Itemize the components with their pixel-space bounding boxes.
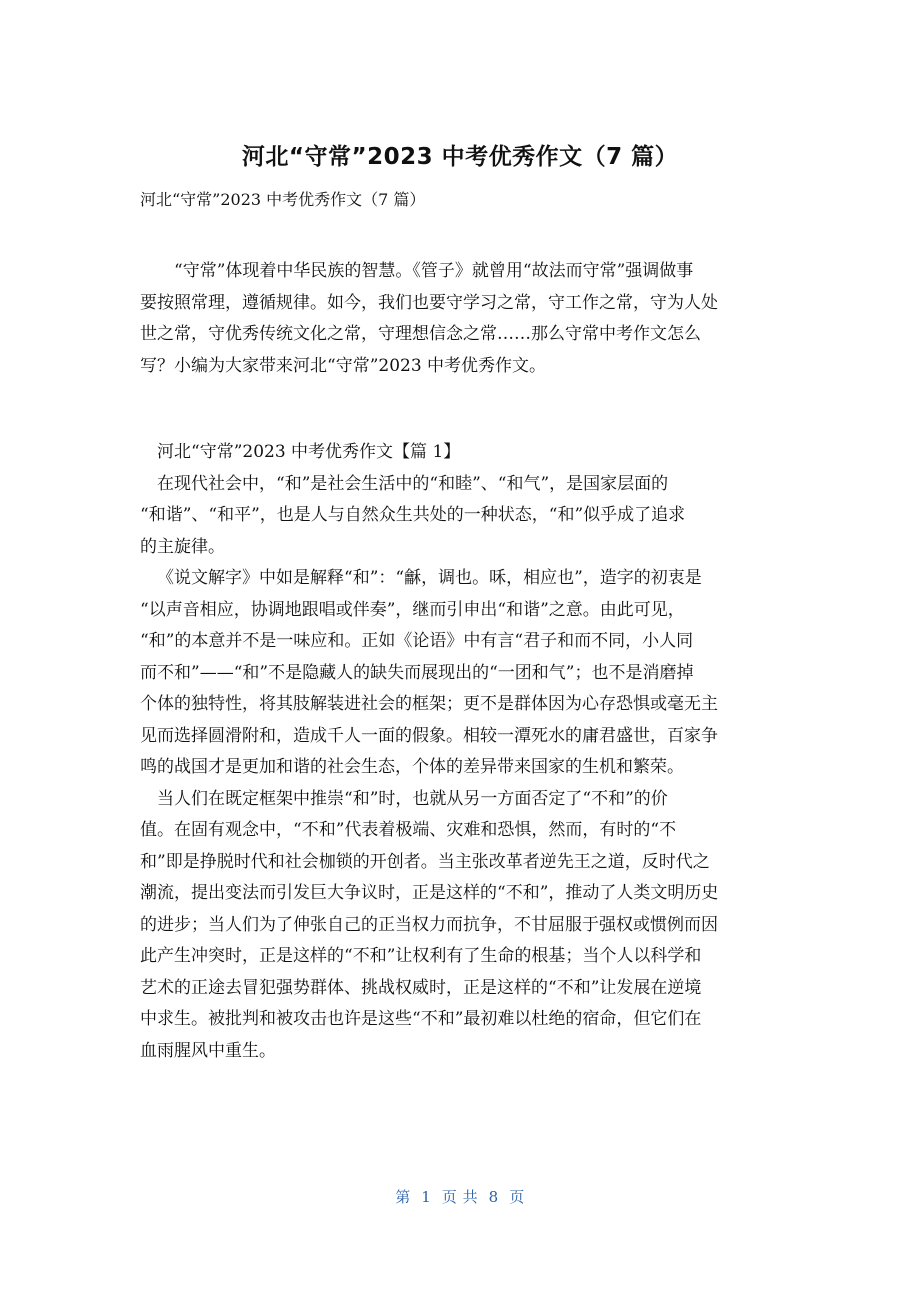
text-line: 值。在固有观念中，“不和”代表着极端、灾难和恐惧，然而，有时的“不 bbox=[140, 820, 677, 840]
text-line: 世之常，守优秀传统文化之常，守理想信念之常……那么守常中考作文怎么 bbox=[140, 324, 701, 344]
essay-body bbox=[140, 437, 780, 1067]
text-line: “以声音相应，协调地跟唱或伴奏”，继而引申出“和谐”之意。由此可见， bbox=[140, 599, 685, 620]
text-line: “和”的本意并不是一味应和。正如《论语》中有言“君子和而不同，小人同 bbox=[140, 631, 694, 651]
text-line: 血雨腥风中重生。 bbox=[140, 1040, 276, 1061]
text-line: “守常”体现着中华民族的智慧。《管子》就曾用“故法而守常”强调做事 bbox=[174, 261, 694, 281]
text-line: 艺术的正途去冒犯强势群体、挑战权威时，正是这样的“不和”让发展在逆境 bbox=[140, 977, 702, 998]
text-line: 《说文解字》中如是解释“和”：“龢，调也。咊，相应也”，造字的初衷是 bbox=[157, 568, 702, 588]
text-line: “和谐”、“和平”，也是人与自然众生共处的一种状态，“和”似乎成了追求 bbox=[140, 505, 686, 525]
text-line: 的主旋律。 bbox=[140, 536, 225, 557]
text-line: 鸣的战国才是更加和谐的社会生态，个体的差异带来国家的生机和繁荣。 bbox=[140, 757, 684, 777]
text-line: 而不和”——“和”不是隐藏人的缺失而展现出的“一团和气”；也不是消磨掉 bbox=[140, 662, 694, 683]
text-line: 中求生。被批判和被攻击也许是这些“不和”最初难以杜绝的宿命，但它们在 bbox=[140, 1009, 702, 1029]
text-line: 个体的独特性，将其肢解装进社会的框架；更不是群体因为心存恐惧或毫无主 bbox=[140, 694, 718, 714]
text-line: 要按照常理，遵循规律。如今，我们也要守学习之常，守工作之常，守为人处 bbox=[140, 292, 718, 313]
text-line: 和”即是挣脱时代和社会枷锁的开创者。当主张改革者逆先王之道，反时代之 bbox=[140, 851, 710, 872]
document-title: 河北“守常”2023 中考优秀作文（7 篇） bbox=[241, 144, 679, 170]
text-line: 此产生冲突时，正是这样的“不和”让权利有了生命的根基；当个人以科学和 bbox=[140, 946, 702, 966]
section-heading: 河北“守常”2023 中考优秀作文【篇 1】 bbox=[157, 442, 461, 462]
text-line: 在现代社会中，“和”是社会生活中的“和睦”、“和气”，是国家层面的 bbox=[157, 473, 669, 494]
text-line: 见而选择圆滑附和，造成千人一面的假象。相较一潭死水的庸君盛世，百家争 bbox=[140, 725, 718, 746]
document-subtitle: 河北“守常”2023 中考优秀作文（7 篇） bbox=[140, 190, 426, 209]
page-number-footer: 第 1 页 共 8 页 bbox=[395, 1188, 525, 1206]
intro-paragraph bbox=[140, 256, 780, 382]
text-line: 当人们在既定框架中推崇“和”时，也就从另一方面否定了“不和”的价 bbox=[157, 788, 668, 809]
text-line: 的进步；当人们为了伸张自己的正当权力而抗争，不甘屈服于强权或惯例而因 bbox=[140, 914, 718, 935]
text-line: 潮流，提出变法而引发巨大争议时，正是这样的“不和”，推动了人类文明历史 bbox=[140, 883, 719, 903]
text-line: 写？小编为大家带来河北“守常”2023 中考优秀作文。 bbox=[140, 355, 547, 376]
